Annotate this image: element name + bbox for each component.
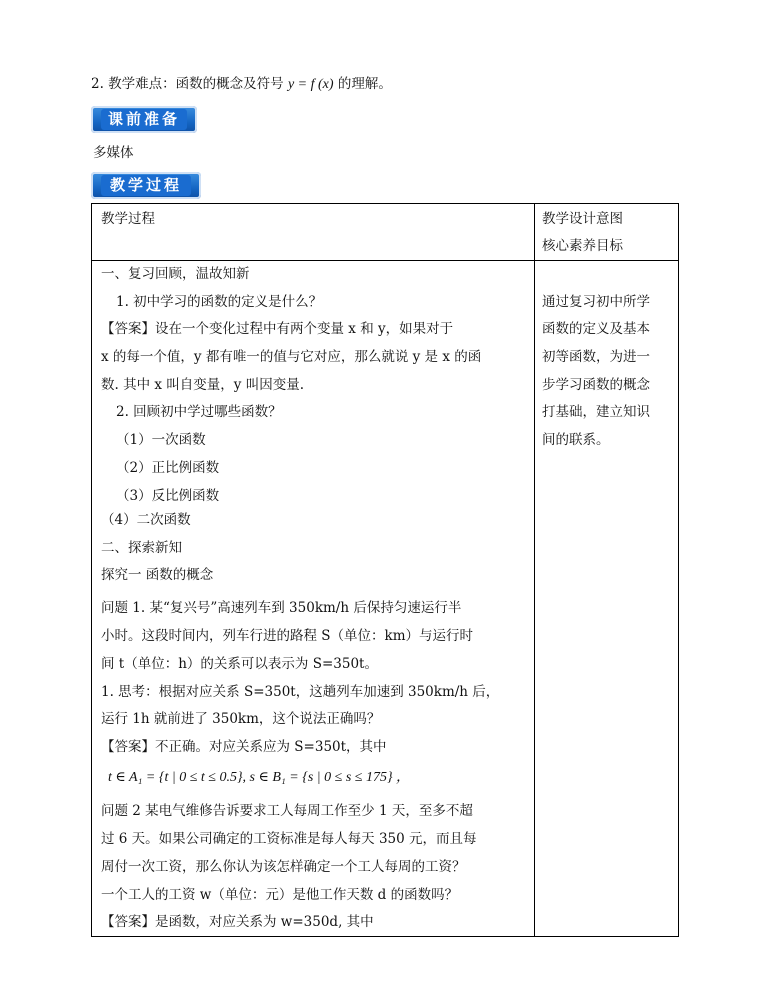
function-type-1: （1）一次函数 <box>116 432 206 448</box>
answer-2: 【答案】不正确。对应关系应为 S=350t，其中 <box>101 739 387 755</box>
think-line-1: 1. 思考：根据对应关系 S=350t，这趟列车加速到 350km/h 后， <box>101 684 500 700</box>
answer-3: 【答案】是函数，对应关系为 w=350d, 其中 <box>101 914 374 930</box>
table-header-divider <box>91 260 679 261</box>
section-badge-process-label: 教学过程 <box>101 175 191 196</box>
difficulty-prefix: 2. 教学难点：函数的概念及符号 <box>91 76 288 92</box>
problem-2-line-1: 问题 2 某电气维修告诉要求工人每周工作至少 1 天，至多不超 <box>101 803 473 819</box>
problem-2-line-2: 过 6 天。如果公司确定的工资标准是每人每天 350 元，而且每 <box>101 831 477 847</box>
function-type-4: （4）二次函数 <box>101 512 191 528</box>
difficulty-suffix: 的理解。 <box>333 76 392 92</box>
table-top-border <box>91 203 679 204</box>
table-header-intent: 教学设计意图 <box>542 211 623 227</box>
explore-1-heading: 探究一 函数的概念 <box>101 567 214 583</box>
table-bottom-border <box>91 936 679 937</box>
problem-1-line-2: 小时。这段时间内，列车行进的路程 S（单位：km）与运行时 <box>101 628 474 644</box>
section-badge-prep <box>91 106 197 133</box>
design-intent-line-4: 步学习函数的概念 <box>542 377 650 393</box>
function-type-2: （2）正比例函数 <box>116 460 220 476</box>
problem-1-line-3: 间 t（单位：h）的关系可以表示为 S=350t。 <box>101 656 378 672</box>
table-header-process: 教学过程 <box>101 211 155 227</box>
function-type-3: （3）反比例函数 <box>116 488 220 504</box>
question-2: 2. 回顾初中学过哪些函数？ <box>116 404 282 420</box>
design-intent-line-3: 初等函数，为进一 <box>542 349 650 365</box>
design-intent-line-6: 间的联系。 <box>542 432 610 448</box>
design-intent-line-2: 函数的定义及基本 <box>542 321 650 337</box>
explore-heading: 二、探索新知 <box>101 540 182 556</box>
answer-1-line-1: 【答案】设在一个变化过程中有两个变量 x 和 y，如果对于 <box>101 321 454 337</box>
prep-text: 多媒体 <box>93 145 134 161</box>
design-intent-line-1: 通过复习初中所学 <box>542 294 650 310</box>
design-intent-line-5: 打基础，建立知识 <box>542 404 650 420</box>
review-heading: 一、复习回顾，温故知新 <box>101 266 250 282</box>
section-badge-process <box>91 172 201 199</box>
answer-1-line-2: x 的每一个值，y 都有唯一的值与它对应，那么就说 y 是 x 的函 <box>101 349 482 365</box>
think-line-2: 运行 1h 就前进了 350km，这个说法正确吗？ <box>101 711 381 727</box>
difficulty-line <box>91 76 392 93</box>
problem-1-line-1: 问题 1. 某“复兴号”高速列车到 350km/h 后保持匀速运行半 <box>101 600 462 616</box>
table-column-divider <box>534 203 535 937</box>
set-formula: t ∈ A₁ = {t | 0 ≤ t ≤ 0.5}, s ∈ B₁ = {s | 0 ≤ s ≤ 175} ， <box>108 770 411 785</box>
problem-2-line-3: 周付一次工资，那么你认为该怎样确定一个工人每周的工资？ <box>101 859 466 875</box>
table-right-border <box>678 203 679 937</box>
section-badge-prep-label: 课前准备 <box>101 109 187 130</box>
table-header-goal: 核心素养目标 <box>542 238 623 254</box>
function-notation: y = f (x) <box>287 77 334 92</box>
question-1: 1. 初中学习的函数的定义是什么？ <box>116 294 323 310</box>
problem-2-line-4: 一个工人的工资 w（单位：元）是他工作天数 d 的函数吗？ <box>101 887 459 903</box>
table-left-border <box>91 203 92 937</box>
answer-1-line-3: 数. 其中 x 叫自变量，y 叫因变量. <box>101 377 304 393</box>
